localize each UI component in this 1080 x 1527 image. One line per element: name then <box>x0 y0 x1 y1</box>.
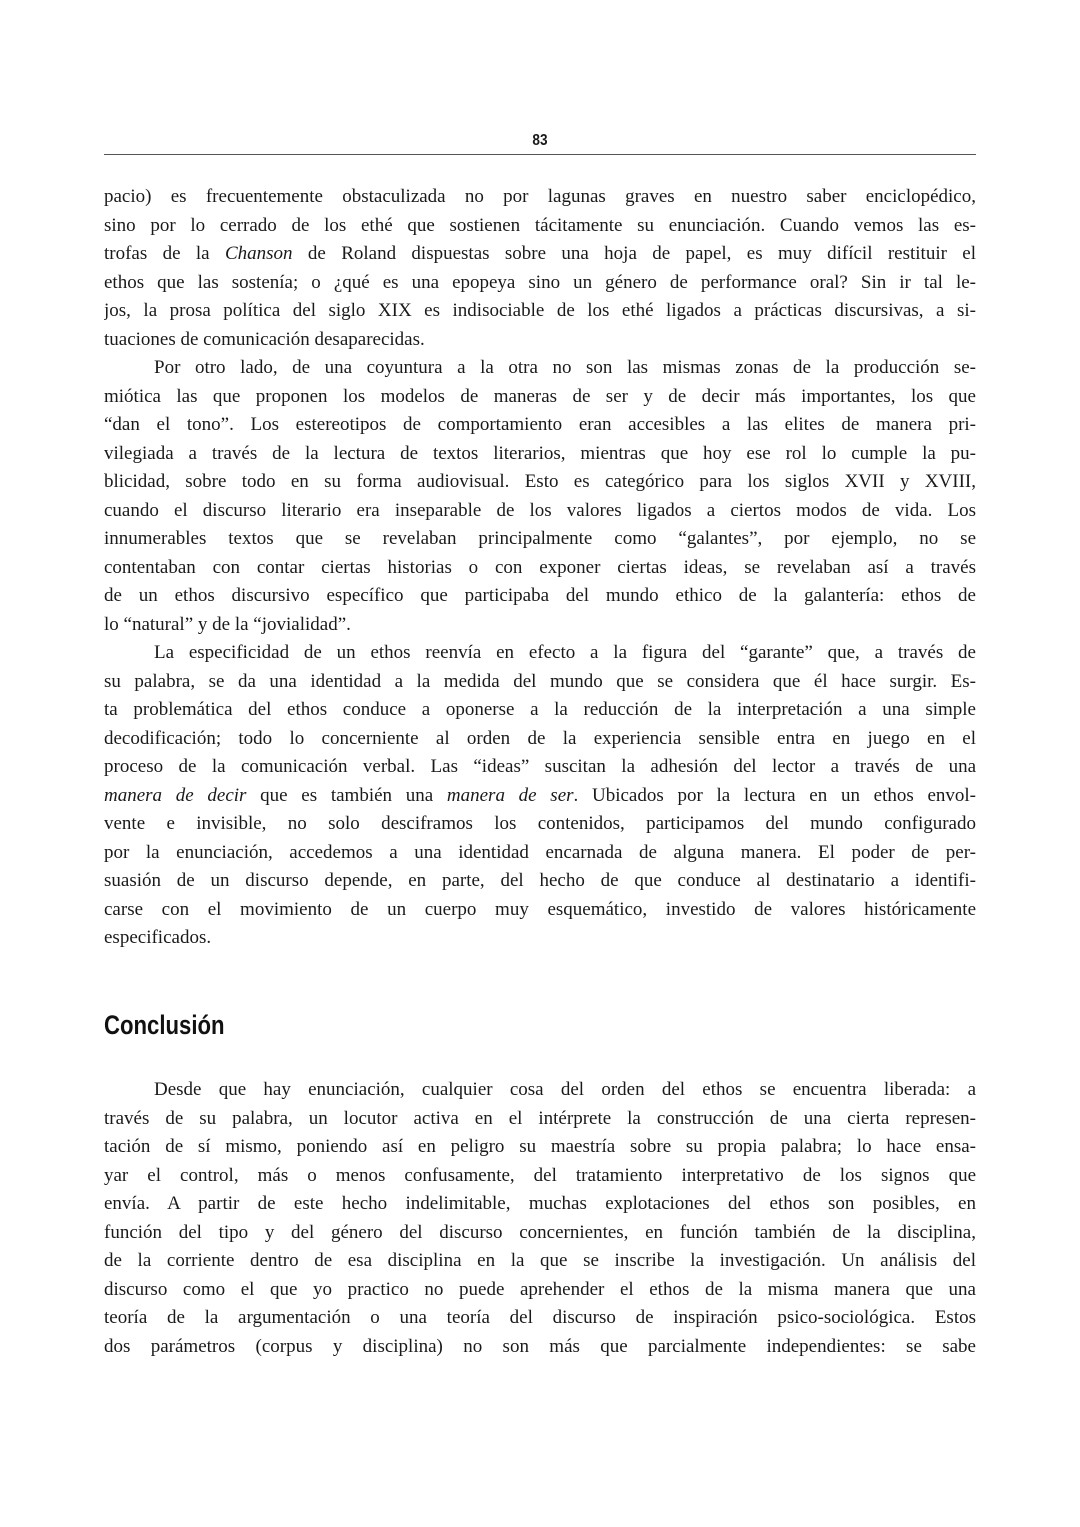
text-line: contentaban con contar ciertas historias o con exponer ciertas ideas, se revelaban así a través <box>104 556 976 578</box>
text-line: envía. A partir de este hecho indelimitable, muchas explotaciones del ethos son posibles, en <box>104 1193 976 1214</box>
text-line: especificados. <box>104 927 212 948</box>
text-line: vilegiada a través de la lectura de textos literarios, mientras que hoy ese rol lo cumple la pu- <box>104 442 976 464</box>
text-line: discurso como el que yo practico no puede aprehender el ethos de la misma manera que una <box>104 1278 976 1300</box>
text-line: de un ethos discursivo específico que participaba del mundo ethico de la galantería: ethos de <box>104 585 976 606</box>
section-heading: Conclusión <box>104 1010 225 1040</box>
text-line: decodificación; todo lo concerniente al orden de la experiencia sensible entra en juego en el <box>104 727 976 749</box>
text-line <box>104 240 976 269</box>
italic-text: manera de ser <box>446 784 574 806</box>
paragraph <box>104 354 976 639</box>
text-line: ethos que las sostenía; o ¿qué es una epopeya sino un género de performance oral? Sin ir tal le- <box>104 271 976 293</box>
text-line: pacio) es frecuentemente obstaculizada no por lagunas graves en nuestro saber enciclopédico, <box>104 186 976 207</box>
text-line: por la enunciación, accedemos a una identidad encarnada de alguna manera. El poder de per- <box>104 841 976 863</box>
text-line: través de su palabra, un locutor activa en el intérprete la construcción de una cierta represen- <box>104 1107 976 1129</box>
text-line: “dan el tono”. Los estereotipos de comportamiento eran accesibles a las elites de manera pri- <box>104 414 976 435</box>
text-line: miótica las que proponen los modelos de maneras de ser y de decir más importantes, los que <box>104 385 976 407</box>
paragraph <box>104 639 976 953</box>
text-segment: que es también una <box>246 784 447 806</box>
page-number: 83 <box>532 132 548 149</box>
paragraph <box>104 183 976 354</box>
italic-text: manera de decir <box>104 784 247 806</box>
text-line: innumerables textos que se revelaban principalmente como “galantes”, por ejemplo, no se <box>104 528 976 549</box>
text-line: ta problemática del ethos conduce a oponerse a la reducción de la interpretación a una simple <box>104 699 976 720</box>
text-segment: trofas de la <box>104 243 225 264</box>
text-segment: . Ubicados por la lectura en un ethos envol- <box>573 784 976 806</box>
paragraph <box>104 1076 976 1361</box>
text-line <box>104 782 976 811</box>
text-segment: de Roland dispuestas sobre una hoja de papel, es muy difícil restituir el <box>292 243 976 264</box>
text-line: cuando el discurso literario era inseparable de los valores ligados a ciertos modos de vida. Los <box>104 499 976 521</box>
text-line: Por otro lado, de una coyuntura a la otra no son las mismas zonas de la producción se- <box>154 357 976 378</box>
text-line: tación de sí mismo, poniendo así en peligro su maestría sobre su propia palabra; lo hace ensa- <box>104 1136 976 1157</box>
text-line: su palabra, se da una identidad a la medida del mundo que se considera que él hace surgir. Es- <box>104 670 976 692</box>
text-line: tuaciones de comunicación desaparecidas. <box>104 328 425 350</box>
text-line: suasión de un discurso depende, en parte, del hecho de que conduce al destinatario a identifi- <box>104 870 976 891</box>
text-line: lo “natural” y de la “jovialidad”. <box>104 613 351 635</box>
text-line: carse con el movimiento de un cuerpo muy esquemático, investido de valores históricamente <box>104 898 976 920</box>
text-line: jos, la prosa política del siglo XIX es indisociable de los ethé ligados a prácticas discursivas, a si- <box>104 300 976 321</box>
text-line: de la corriente dentro de esa disciplina en la que se inscribe la investigación. Un análisis del <box>104 1250 976 1271</box>
text-line: proceso de la comunicación verbal. Las “ideas” suscitan la adhesión del lector a través de una <box>104 756 976 777</box>
text-line: La especificidad de un ethos reenvía en efecto a la figura del “garante” que, a través de <box>154 642 976 663</box>
text-line: blicidad, sobre todo en su forma audiovisual. Esto es categórico para los siglos XVII y XVIII, <box>104 471 976 492</box>
header-rule <box>104 154 976 155</box>
text-line: dos parámetros (corpus y disciplina) no son más que parcialmente independientes: se sabe <box>104 1335 976 1357</box>
text-line: vente e invisible, no solo desciframos los contenidos, participamos del mundo configurado <box>104 813 976 834</box>
text-line: sino por lo cerrado de los ethé que sostienen tácitamente su enunciación. Cuando vemos las es- <box>104 214 976 236</box>
text-line: teoría de la argumentación o una teoría del discurso de inspiración psico-sociológica. Estos <box>104 1307 976 1328</box>
italic-text: Chanson <box>224 243 293 264</box>
text-line: yar el control, más o menos confusamente, del tratamiento interpretativo de los signos que <box>104 1164 976 1186</box>
text-line: función del tipo y del género del discurso concernientes, en función también de la disciplina, <box>104 1221 976 1243</box>
text-line: Desde que hay enunciación, cualquier cosa del orden del ethos se encuentra liberada: a <box>154 1079 976 1100</box>
